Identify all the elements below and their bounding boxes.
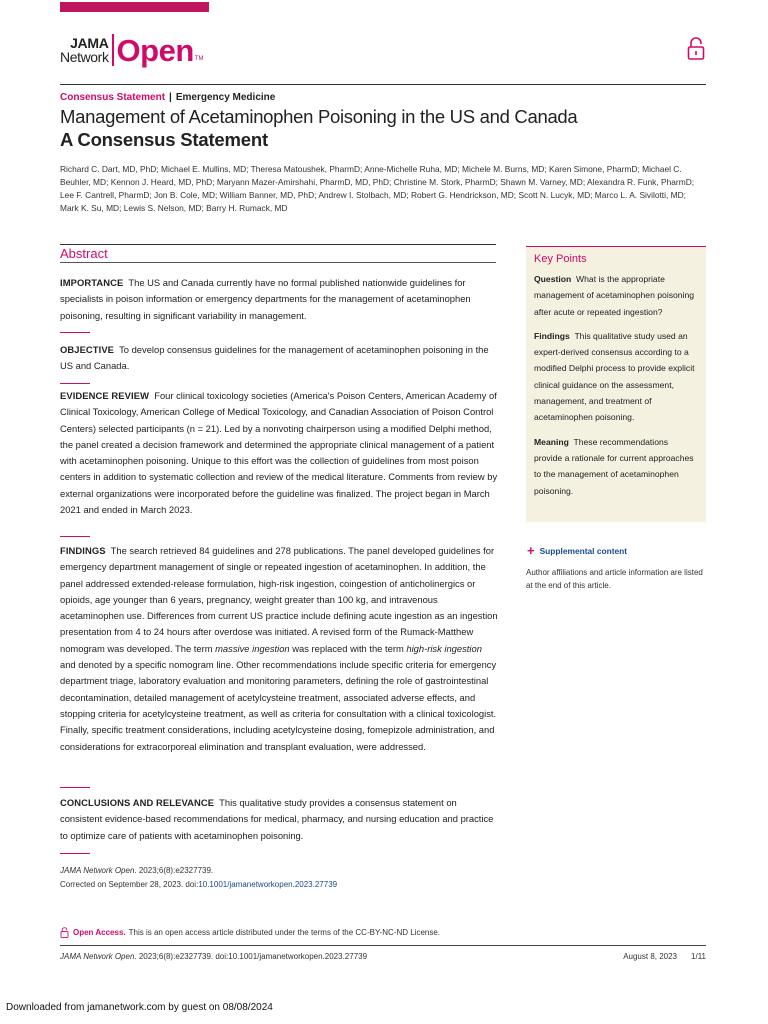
article-type-link[interactable]: Consensus Statement xyxy=(60,92,166,103)
section-separator xyxy=(60,332,90,333)
supplemental-content-link[interactable] xyxy=(527,543,627,558)
citation-ref: . 2023;6(8):e2327739. xyxy=(134,866,214,875)
findings-text-part-1: The search retrieved 84 guidelines and 278 publications. The panel developed guidelines for emergency department management of single or repeated ingestion of acetaminophen. In addition, the panel addressed extended-release formulation, high-risk ingestion, coingestion of anticholinergics or opioids, age younger than 6 years, pregnancy, weight greater than 100 kg, and intravenous acetaminophen use. Differences from current US practice include defining acute ingestion as an ingestion presentation from 4 to 24 hours after overdose was initiated. A revised form of the Rumack-Matthew nomogram was developed. The term xyxy=(60,545,498,654)
findings-label: FINDINGS xyxy=(60,545,106,556)
abstract-top-rule xyxy=(60,244,496,245)
section-separator xyxy=(60,787,90,788)
logo-open-text: Open xyxy=(116,32,194,68)
article-title: Management of Acetaminophen Poisoning in the US and Canada xyxy=(60,106,578,127)
footer-date-page xyxy=(623,952,706,961)
conclusions-label: CONCLUSIONS AND RELEVANCE xyxy=(60,797,215,808)
key-points-question xyxy=(534,271,698,320)
kp-findings-label: Findings xyxy=(534,330,570,341)
evidence-text: Four clinical toxicology societies (America's Poison Centers, American Academy of Clinical Toxicology, American College of Medical Toxicology, and Canadian Association of Poison Control Centers) selected participants (n = 21). Led by a nonvoting chairperson using a modified Delphi method, the panel created a decision framework and determined the appropriate clinical management of a patient with acetaminophen poisoning. Unique to this effort was the collection of guidelines from most poison centers in addition to systematic collection and review of the medical literature. Comments from review by external organizations were incorporated before the guideline was finalized. The project began in March 2021 and ended in March 2023. xyxy=(60,390,498,516)
importance-label: IMPORTANCE xyxy=(60,277,124,288)
meaning-label: Meaning xyxy=(534,436,569,447)
abstract-heading: Abstract xyxy=(60,246,108,261)
findings-emphasis-2: high-risk ingestion xyxy=(406,642,482,654)
header-rule xyxy=(60,84,706,85)
abstract-importance xyxy=(60,275,500,324)
citation-line xyxy=(60,864,337,878)
top-color-bar xyxy=(60,2,209,12)
abstract-evidence-review xyxy=(60,388,500,518)
footer-citation xyxy=(60,952,367,961)
logo-divider xyxy=(112,34,114,66)
abstract-objective xyxy=(60,342,500,375)
category-separator: | xyxy=(169,92,172,103)
abstract-heading-rule xyxy=(60,262,496,263)
question-text: What is the appropriate management of acetaminophen poisoning after acute or repeated ingestion? xyxy=(534,274,695,317)
page-number: 1/11 xyxy=(691,952,706,961)
findings-emphasis-1: massive ingestion xyxy=(215,642,290,654)
section-separator xyxy=(60,853,90,854)
findings-text-part-2: was replaced with the term xyxy=(289,642,407,654)
key-points-heading: Key Points xyxy=(534,253,587,265)
author-list: Richard C. Dart, MD, PhD; Michael E. Mullins, MD; Theresa Matoushek, PharmD; Anne-Michelle Ruha, MD; Michele M. Burns, MD; Karen Simone, PharmD; Michael C. Beuhler, MD; Kennon J. Heard, MD, PhD; Maryann Mazer-Amirshahi, PharmD, MD, PhD; Christine M. Stork, PharmD; Shawn M. Varney, MD; Alexandra R. Funk, PharmD; Lee F. Cantrell, PharmD; Jon B. Cole, MD; William Banner, MD, PhD; Andrew I. Stolbach, MD; Robert G. Hendrickson, MD; Scott N. Lucyk, MD; Marco L. A. Sivilotti, MD; Mark K. Su, MD; Lewis S. Nelson, MD; Barry H. Rumack, MD xyxy=(60,164,695,213)
doi-link[interactable]: 10.1001/jamanetworkopen.2023.27739 xyxy=(198,880,338,889)
open-access-notice xyxy=(60,927,440,938)
key-points-findings xyxy=(534,328,698,426)
footer-ref: . 2023;6(8):e2327739. doi:10.1001/jamanetworkopen.2023.27739 xyxy=(134,952,368,961)
logo-trademark: TM xyxy=(194,56,204,62)
jama-network-open-logo[interactable] xyxy=(60,30,203,70)
article-subtitle: A Consensus Statement xyxy=(60,129,268,150)
citation-block xyxy=(60,864,337,892)
logo-jama-network xyxy=(60,36,109,64)
section-separator xyxy=(60,383,90,384)
specialty-link[interactable]: Emergency Medicine xyxy=(175,92,276,103)
logo-network-text: Network xyxy=(60,49,109,65)
key-points-box xyxy=(526,246,706,522)
conclusions-text: This qualitative study provides a consensus statement on consistent evidence-based recommendations for medical, pharmacy, and nursing education and practice to optimize care of patients with acetaminophen poisoning. xyxy=(60,797,494,841)
open-access-lock-icon xyxy=(60,927,69,938)
correction-text: Corrected on September 28, 2023. doi: xyxy=(60,880,199,889)
open-lock-icon[interactable] xyxy=(686,37,706,61)
correction-line xyxy=(60,878,337,892)
open-access-text: This is an open access article distributed under the terms of the CC-BY-NC-ND License. xyxy=(128,928,441,937)
article-category xyxy=(60,92,275,103)
section-separator xyxy=(60,536,90,537)
abstract-conclusions xyxy=(60,795,500,844)
footer-journal: JAMA Network Open xyxy=(60,952,135,961)
kp-findings-text: This qualitative study used an expert-derived consensus according to a modified Delphi process to provide explicit clinical guidance on the assessment, management, and treatment of acetaminophen poisoning. xyxy=(534,330,695,423)
key-points-meaning xyxy=(534,434,698,499)
question-label: Question xyxy=(534,274,572,284)
citation-journal: JAMA Network Open xyxy=(60,866,135,875)
affiliations-note: Author affiliations and article information are listed at the end of this article. xyxy=(526,568,703,590)
meaning-text: These recommendations provide a rationale for current approaches to the management of acetaminophen poisoning. xyxy=(534,436,694,496)
importance-text: The US and Canada currently have no formal published nationwide guidelines for specialists in poison information or emergency departments for the management of acetaminophen poisoning, resulting in significant variability in management. xyxy=(60,277,471,321)
footer-rule xyxy=(60,945,706,946)
footer-date: August 8, 2023 xyxy=(623,952,678,961)
objective-label: OBJECTIVE xyxy=(60,344,115,355)
abstract-findings xyxy=(60,543,500,755)
plus-icon: + xyxy=(527,543,535,558)
logo-jama-text: JAMA xyxy=(70,35,109,51)
findings-text-part-3: and denoted by a specific nomogram line. Other recommendations include specific criteria for emergency department triage, laboratory evaluation and monitoring parameters, defining the role of gastrointestinal decontamination, detailed management of acetylcysteine treatment, associated adverse effects, and stopping criteria for acetylcysteine treatment, as well as criteria for consultation with a clinical toxicologist. Finally, specific treatment considerations, including acetylcysteine dosing, fomepizole administration, and considerations for extracorporeal elimination and transplant evaluation, were addressed. xyxy=(60,659,497,752)
evidence-label: EVIDENCE REVIEW xyxy=(60,390,150,401)
download-watermark: Downloaded from jamanetwork.com by guest on 08/08/2024 xyxy=(6,1002,273,1013)
objective-text: To develop consensus guidelines for the management of acetaminophen poisoning in the US and Canada. xyxy=(60,344,489,372)
open-access-label[interactable]: Open Access. xyxy=(73,928,126,937)
supplemental-label: Supplemental content xyxy=(539,545,628,556)
